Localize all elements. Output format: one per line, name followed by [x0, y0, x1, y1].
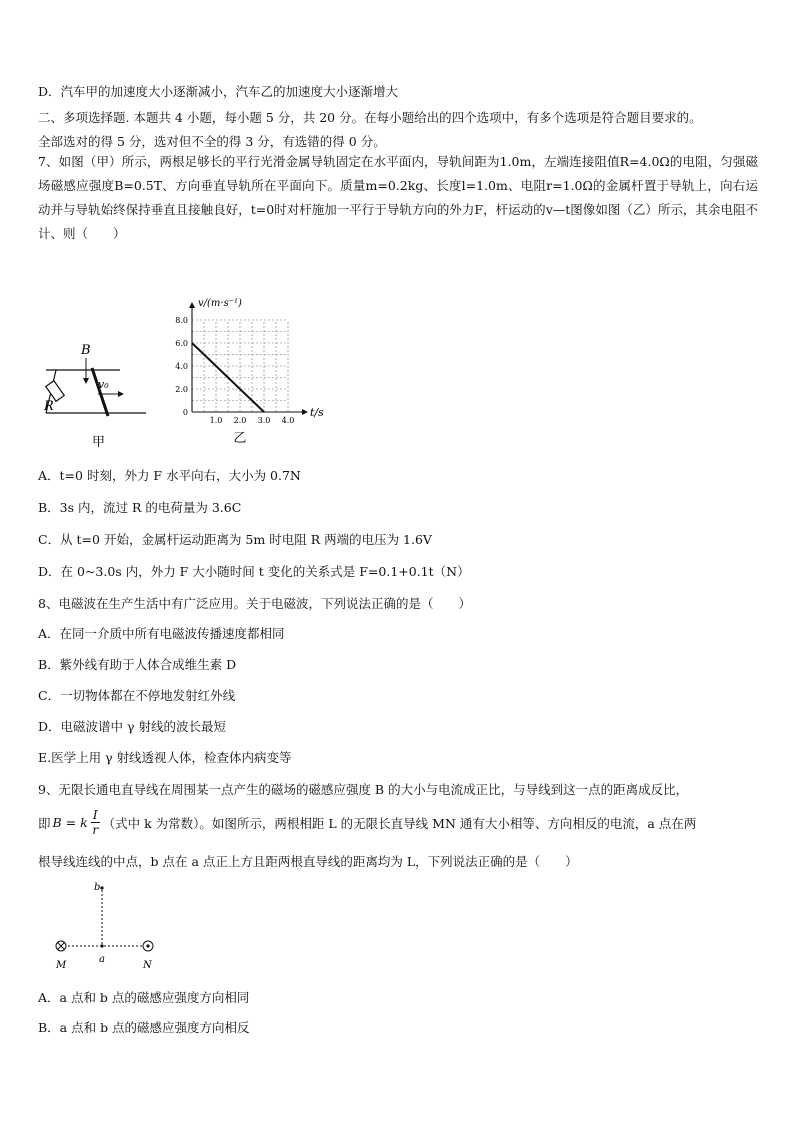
- y-tick-label: 0: [182, 408, 188, 417]
- x-tick-label: 3.0: [257, 416, 271, 425]
- q8-stem: 8、电磁波在生产生活中有广泛应用。关于电磁波，下列说法正确的是（ ）: [38, 596, 471, 611]
- label-b-point: b: [94, 882, 101, 893]
- caption-jia: 甲: [92, 435, 106, 450]
- q8-option-c[interactable]: C．一切物体都在不停地发射红外线: [38, 688, 236, 703]
- q9-stem-line2: [38, 808, 696, 837]
- metal-rod: [92, 368, 108, 416]
- section2-header-line1: 二、多项选择题. 本题共 4 小题，每小题 5 分，共 20 分。在每小题给出的四个选项中，有多个选项是符合题目要求的。: [38, 110, 702, 125]
- point-a: [100, 944, 103, 947]
- q7-vt-chart: [168, 292, 328, 452]
- q9-option-b[interactable]: B．a 点和 b 点的磁感应强度方向相反: [38, 1020, 250, 1035]
- caption-yi: 乙: [233, 431, 247, 446]
- q7-stem: 7、如图（甲）所示，两根足够长的平行光滑金属导轨固定在水平面内，导轨间距为1.0m，左端连接阻值R=4.0Ω的电阻，匀强磁场磁感应强度B=0.5T、方向垂直导轨所在平面向下。质量m=0.2kg、长度l=1.0m、电阻r=1.0Ω的金属杆置于导轨上，向右运动并与导轨始终保持垂直且接触良好，t=0时对杆施加一平行于导轨方向的外力F，杆运动的v—t图像如图（乙）所示，其余电阻不计、则（ ）: [38, 154, 758, 241]
- label-a-point: a: [99, 954, 105, 965]
- q7-option-d[interactable]: D．在 0~3.0s 内，外力 F 大小随时间 t 变化的关系式是 F=0.1+0.1t（N）: [38, 564, 470, 579]
- x-axis-arrow-icon: [302, 409, 308, 415]
- y-axis-label: v/(m·s⁻¹): [198, 298, 242, 309]
- formula-lhs: B = k: [52, 815, 88, 830]
- q7-figure-jia: [40, 336, 160, 452]
- q7-option-b[interactable]: B．3s 内，流过 R 的电荷量为 3.6C: [38, 500, 242, 515]
- q7-option-a[interactable]: A．t=0 时刻，外力 F 水平向右，大小为 0.7N: [38, 468, 301, 483]
- formula-fraction: [91, 808, 100, 837]
- point-b: [100, 886, 103, 889]
- y-tick-label: 8.0: [175, 316, 188, 325]
- q7-option-c[interactable]: C．从 t=0 开始，金属杆运动距离为 5m 时电阻 R 两端的电压为 1.6V: [38, 532, 432, 547]
- formula-denominator: r: [92, 822, 99, 837]
- y-tick-label: 6.0: [175, 339, 188, 348]
- x-tick-label: 1.0: [209, 416, 223, 425]
- q9-stem-line2-rest: （式中 k 为常数）。如图所示，两根相距 L 的无限长直导线 MN 通有大小相等、方向相反的电流，a 点在两: [102, 815, 697, 831]
- y-tick-label: 4.0: [175, 362, 188, 371]
- label-m: M: [56, 960, 67, 971]
- q8-option-b[interactable]: B．紫外线有助于人体合成维生素 D: [38, 657, 237, 672]
- y-axis-arrow-icon: [189, 302, 195, 308]
- y-tick-label: 2.0: [175, 385, 188, 394]
- q8-option-e[interactable]: E.医学上用 γ 射线透视人体，检查体内病变等: [38, 750, 292, 765]
- label-v0: v₀: [98, 378, 109, 391]
- x-tick-label: 4.0: [281, 416, 295, 425]
- x-tick-label: 2.0: [233, 416, 247, 425]
- wire-m-into-icon: [56, 941, 66, 951]
- q9-figure: [50, 878, 170, 974]
- label-b: B: [81, 343, 91, 358]
- section2-header-line2: 全部选对的得 5 分，选对但不全的得 3 分，有选错的得 0 分。: [38, 134, 386, 149]
- wire-n-out-icon: [143, 941, 153, 951]
- q8-option-d[interactable]: D．电磁波谱中 γ 射线的波长最短: [38, 719, 226, 734]
- q9-stem-line3: 根导线连线的中点，b 点在 a 点正上方且距两根直导线的距离均为 L，下列说法正确的是（ ）: [38, 854, 578, 869]
- formula-numerator: I: [92, 807, 98, 822]
- q9-option-a[interactable]: A．a 点和 b 点的磁感应强度方向相同: [38, 990, 250, 1005]
- formula-prefix: 即: [38, 815, 51, 831]
- q9-stem-line1: 9、无限长通电直导线在周围某一点产生的磁场的磁感应强度 B 的大小与电流成正比，与导线到这一点的距离成反比，: [38, 782, 689, 797]
- label-r: R: [44, 399, 54, 414]
- label-n: N: [143, 960, 152, 971]
- x-axis-label: t/s: [310, 406, 324, 419]
- q8-option-a[interactable]: A．在同一介质中所有电磁波传播速度都相同: [38, 626, 285, 641]
- q6-option-d[interactable]: D．汽车甲的加速度大小逐渐减小，汽车乙的加速度大小逐渐增大: [38, 84, 399, 99]
